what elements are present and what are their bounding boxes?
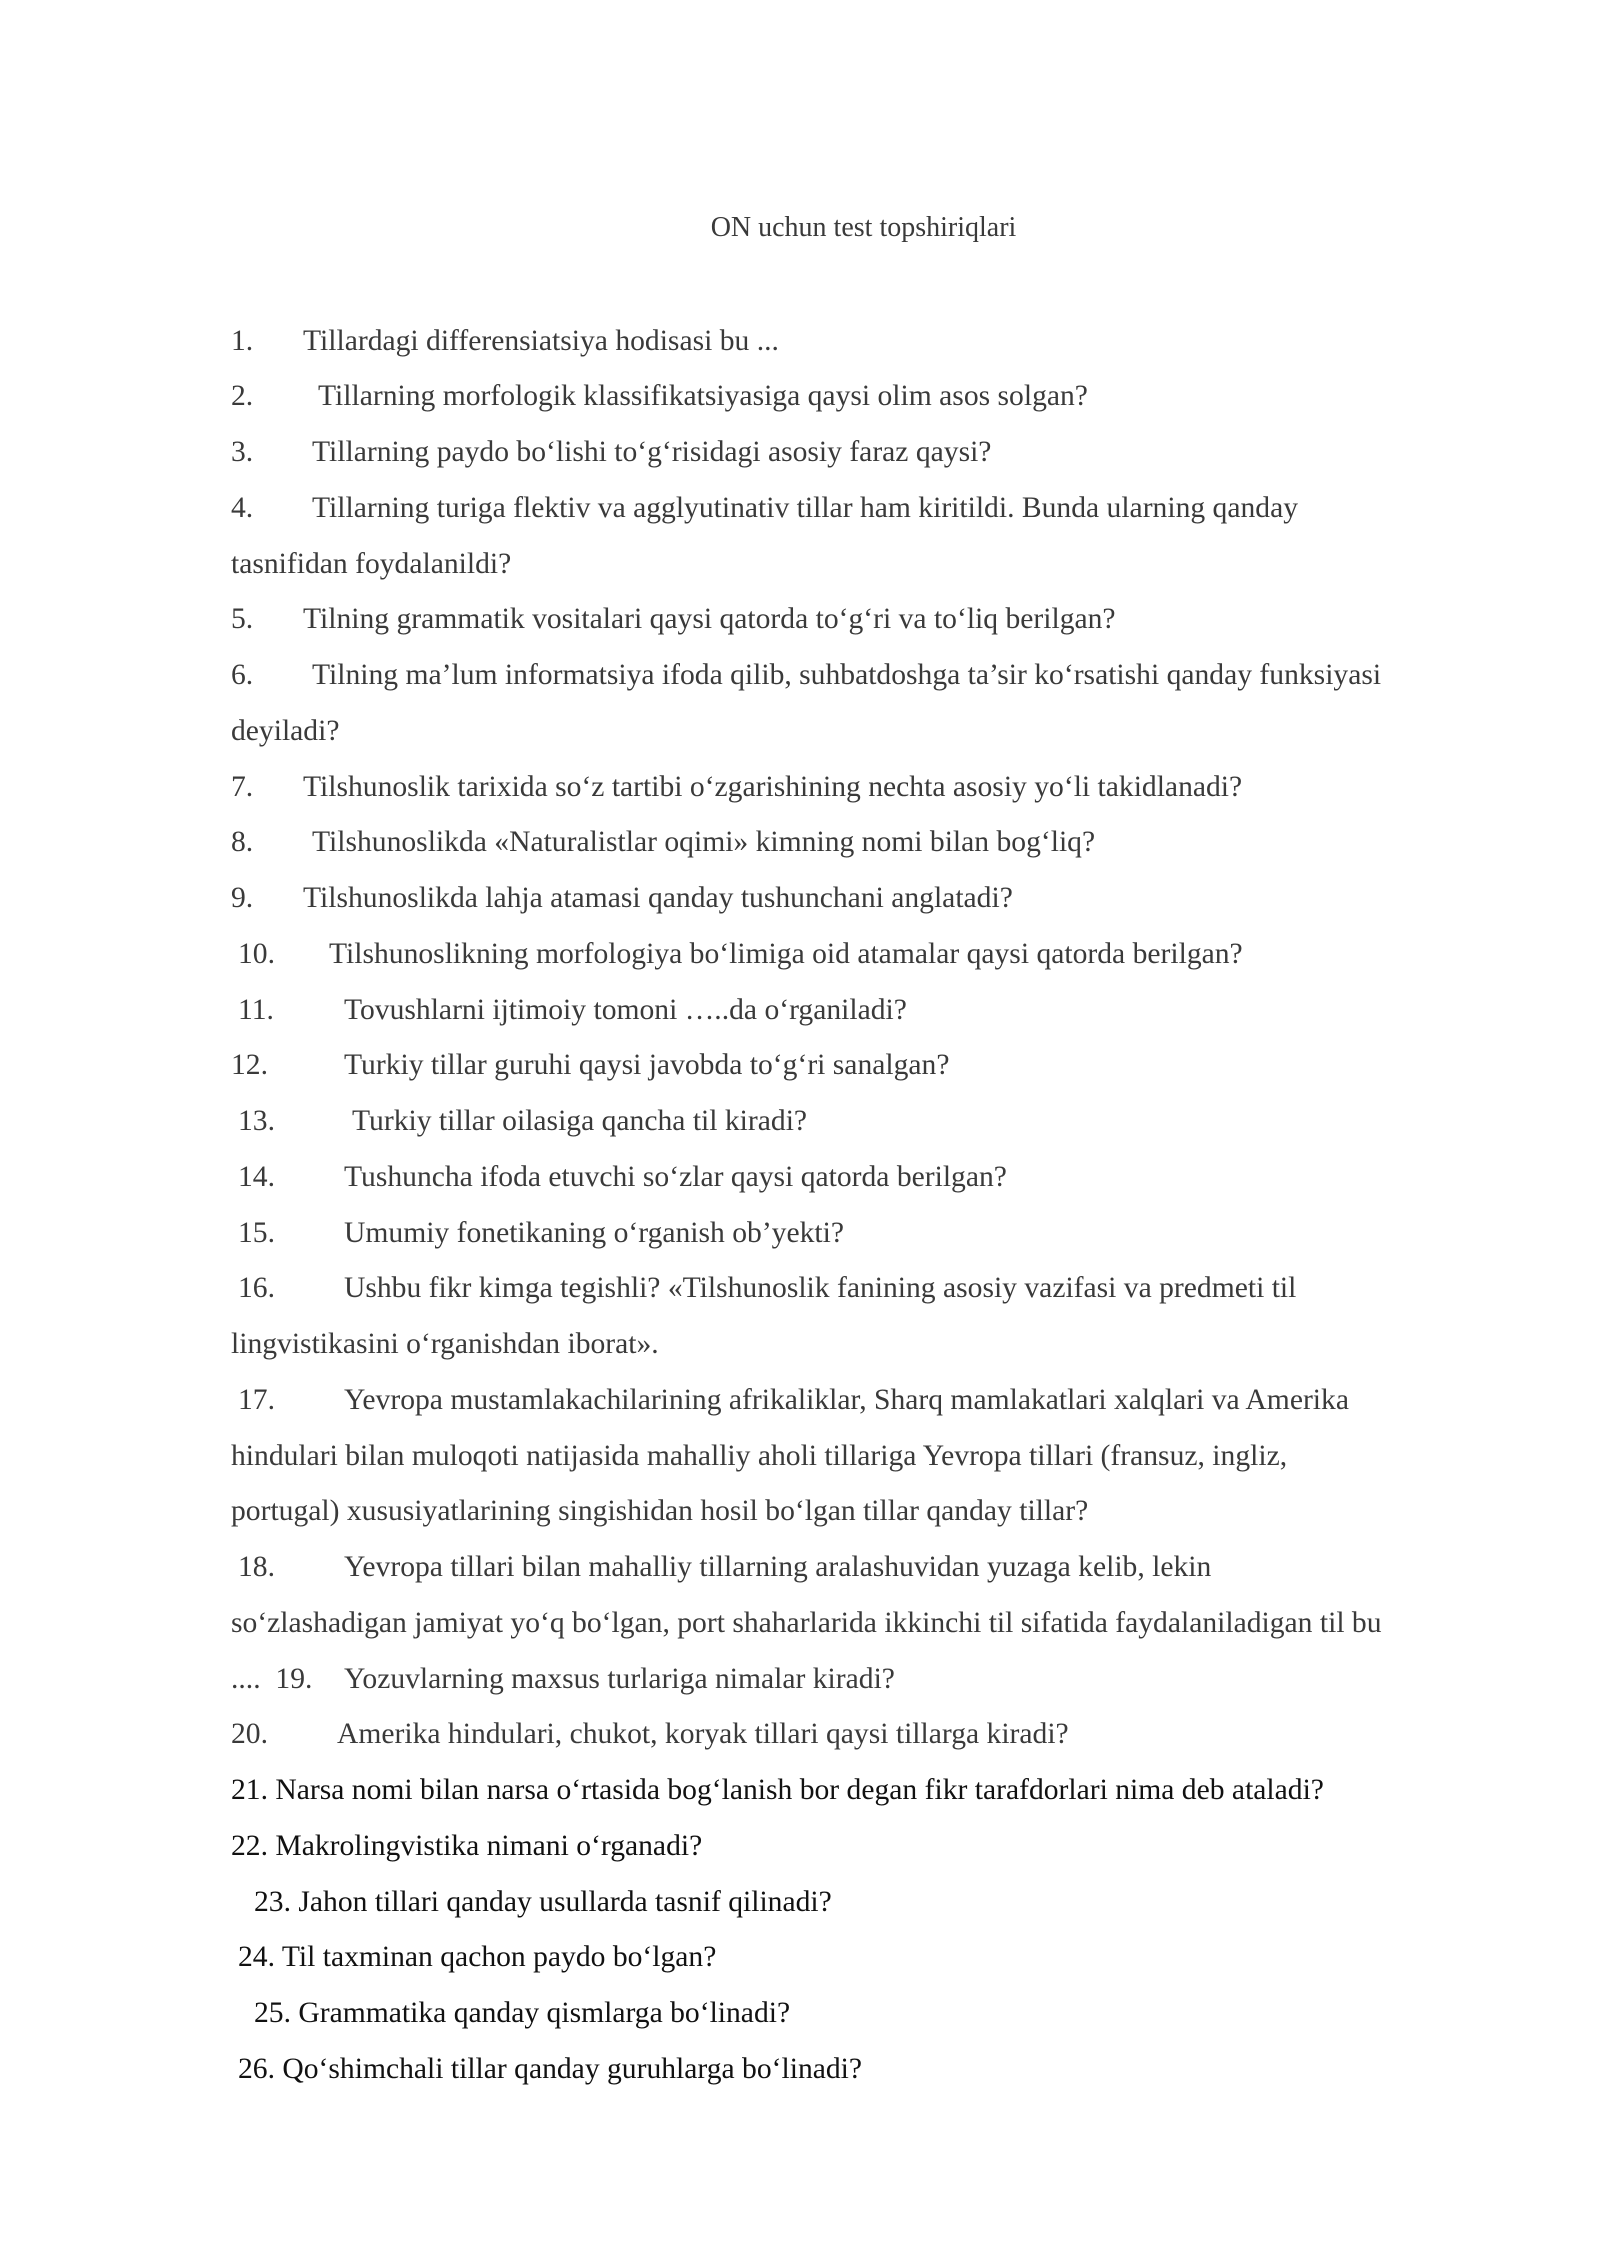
question-text: Tilshunoslikning morfologiya bo‘limiga oid atamalar qaysi qatorda berilgan?: [329, 938, 1243, 970]
question-text: Tushuncha ifoda etuvchi so‘zlar qaysi qatorda berilgan?: [344, 1161, 1007, 1193]
question-text: 26. Qo‘shimchali tillar qanday guruhlarga bo‘linadi?: [238, 2053, 863, 2085]
question-number: 5.: [231, 603, 254, 635]
question-number: 11.: [238, 994, 274, 1026]
question-number: 17.: [238, 1384, 275, 1416]
document-title: ON uchun test topshiriqlari: [710, 212, 1017, 243]
question-number: 2.: [231, 380, 254, 412]
question-text: Yevropa tillari bilan mahalliy tillarning aralashuvidan yuzaga kelib, lekin: [344, 1551, 1212, 1583]
question-number: 14.: [238, 1161, 275, 1193]
question-text: Tillarning turiga flektiv va agglyutinativ tillar ham kiritildi. Bunda ularning qanday: [312, 492, 1299, 524]
question-text: lingvistikasini o‘rganishdan iborat».: [231, 1328, 659, 1360]
question-text: Tilshunoslikda «Naturalistlar oqimi» kimning nomi bilan bog‘liq?: [312, 826, 1096, 858]
question-text: tasnifidan foydalanildi?: [231, 548, 512, 580]
question-text: hindulari bilan muloqoti natijasida mahalliy aholi tillariga Yevropa tillari (fransuz, ingliz,: [231, 1440, 1288, 1472]
question-text: 23. Jahon tillari qanday usullarda tasnif qilinadi?: [254, 1886, 832, 1918]
question-number: 15.: [238, 1217, 275, 1249]
question-number: 10.: [238, 938, 275, 970]
question-text: Turkiy tillar oilasiga qancha til kiradi?: [352, 1105, 808, 1137]
question-text: deyiladi?: [231, 715, 340, 747]
question-number: 12.: [231, 1049, 268, 1081]
question-number: 16.: [238, 1272, 275, 1304]
question-text: Tilshunoslik tarixida so‘z tartibi o‘zgarishining nechta asosiy yo‘li takidlanadi?: [303, 771, 1243, 803]
question-text: portugal) xususiyatlarining singishidan hosil bo‘lgan tillar qanday tillar?: [231, 1495, 1089, 1527]
question-text: Umumiy fonetikaning o‘rganish ob’yekti?: [344, 1217, 844, 1249]
question-text: 21. Narsa nomi bilan narsa o‘rtasida bog‘lanish bor degan fikr tarafdorlari nima deb ataladi?: [231, 1774, 1324, 1806]
question-text: Tovushlarni ijtimoiy tomoni …..da o‘rganiladi?: [344, 994, 907, 1026]
question-text: Ushbu fikr kimga tegishli? «Tilshunoslik fanining asosiy vazifasi va predmeti til: [344, 1272, 1297, 1304]
question-number: 4.: [231, 492, 254, 524]
question-text: Yevropa mustamlakachilarining afrikaliklar, Sharq mamlakatlari xalqlari va Amerika: [344, 1384, 1349, 1416]
question-text: Tillarning paydo bo‘lishi to‘g‘risidagi asosiy faraz qaysi?: [312, 436, 992, 468]
question-number: 7.: [231, 771, 254, 803]
question-text: Tilshunoslikda lahja atamasi qanday tushunchani anglatadi?: [303, 882, 1013, 914]
question-number: 18.: [238, 1551, 275, 1583]
question-number: 20.: [231, 1718, 268, 1750]
question-number: 9.: [231, 882, 254, 914]
question-text: Amerika hindulari, chukot, koryak tillari qaysi tillarga kiradi?: [337, 1718, 1069, 1750]
question-number: 3.: [231, 436, 254, 468]
question-text: so‘zlashadigan jamiyat yo‘q bo‘lgan, port shaharlarida ikkinchi til sifatida faydalaniladigan til bu: [231, 1607, 1382, 1639]
question-text: 22. Makrolingvistika nimani o‘rganadi?: [231, 1830, 703, 1862]
question-text: Tilning ma’lum informatsiya ifoda qilib, suhbatdoshga ta’sir ko‘rsatishi qanday funksiyasi: [312, 659, 1382, 691]
question-text: 24. Til taxminan qachon paydo bo‘lgan?: [238, 1941, 717, 1973]
question-number: 1.: [231, 325, 254, 357]
question-number: 13.: [238, 1105, 275, 1137]
question-number: 8.: [231, 826, 254, 858]
question-text: Tilning grammatik vositalari qaysi qatorda to‘g‘ri va to‘liq berilgan?: [303, 603, 1116, 635]
question-text: Yozuvlarning maxsus turlariga nimalar kiradi?: [344, 1663, 895, 1695]
question-number: .... 19.: [231, 1663, 313, 1695]
question-number: 6.: [231, 659, 254, 691]
question-text: Tillardagi differensiatsiya hodisasi bu ...: [303, 325, 779, 357]
question-text: Turkiy tillar guruhi qaysi javobda to‘g‘ri sanalgan?: [344, 1049, 950, 1081]
question-text: 25. Grammatika qanday qismlarga bo‘linadi?: [254, 1997, 791, 2029]
question-text: Tillarning morfologik klassifikatsiyasiga qaysi olim asos solgan?: [318, 380, 1088, 412]
